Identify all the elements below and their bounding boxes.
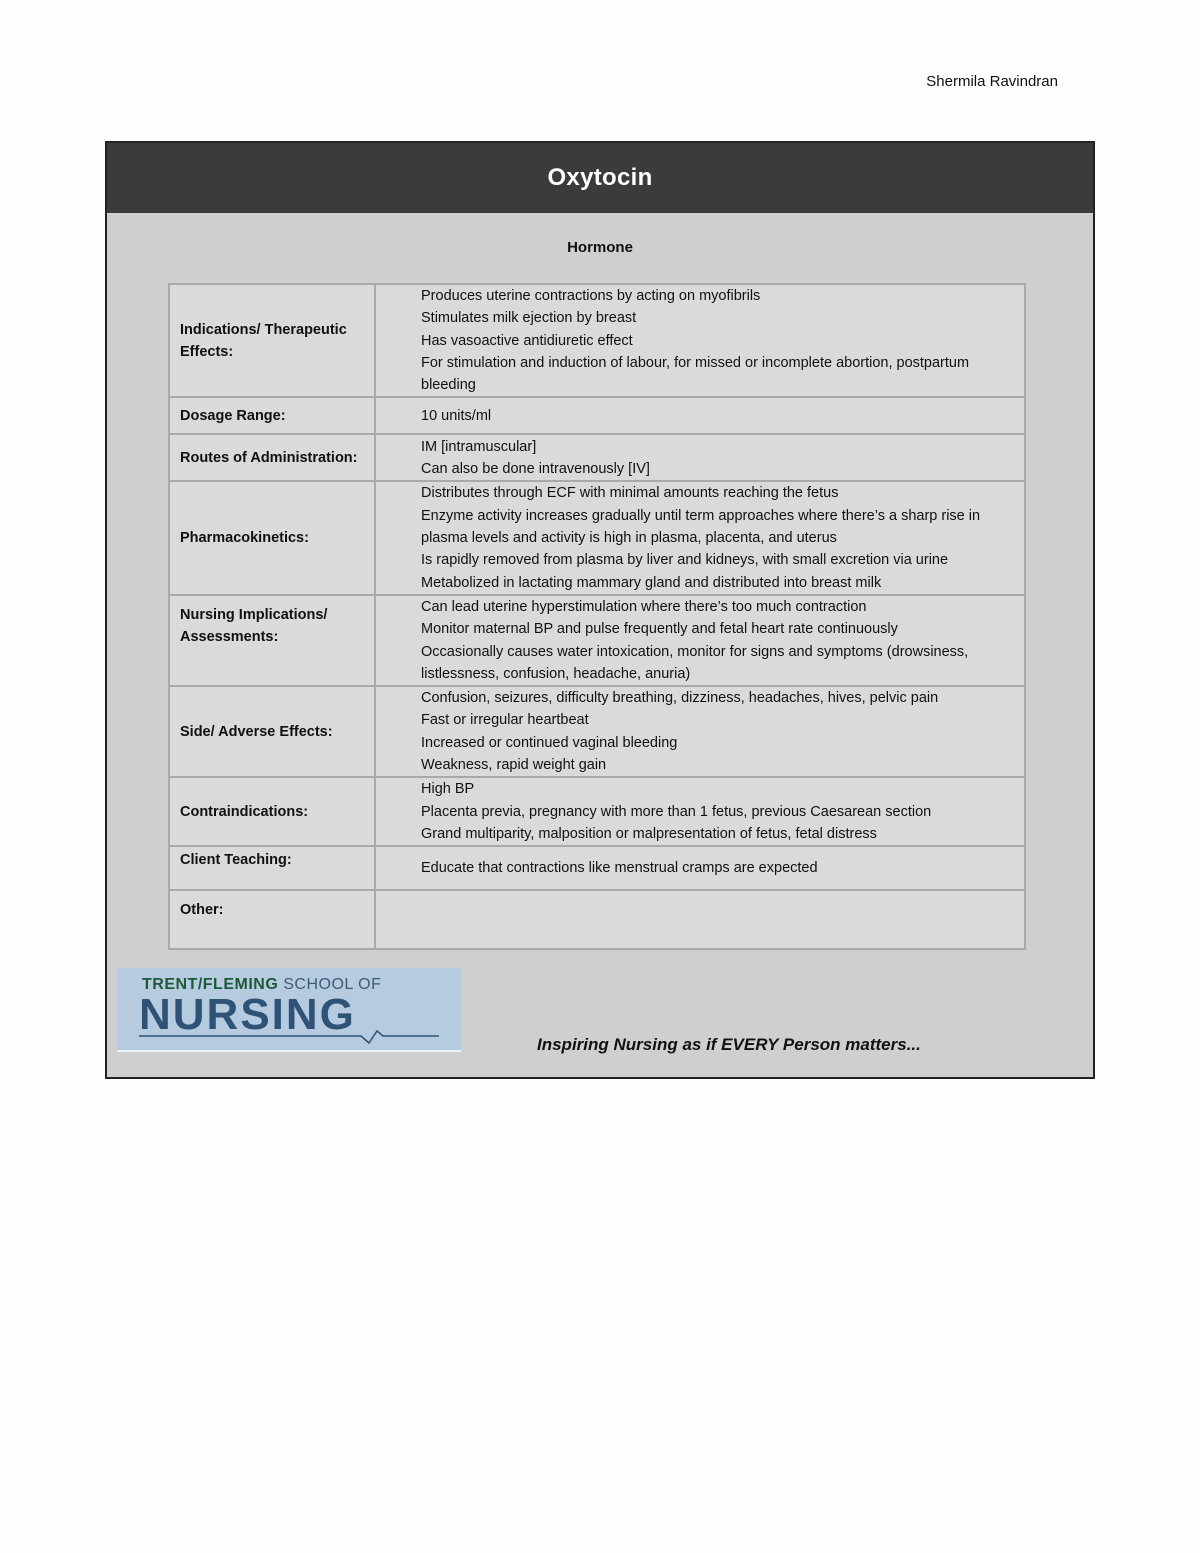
- label-dosage: Dosage Range:: [169, 397, 375, 434]
- row-other: [169, 890, 1025, 949]
- logo-top-strong: TRENT/FLEMING: [142, 976, 279, 993]
- row-nursing: [169, 595, 1025, 686]
- heartbeat-line-icon: [139, 1030, 439, 1044]
- list-item: For stimulation and induction of labour, for missed or incomplete abortion, postpartum bleeding: [421, 354, 970, 394]
- list-indications: [421, 285, 1018, 396]
- list-item: Placenta previa, pregnancy with more than 1 fetus, previous Caesarean section: [421, 803, 932, 820]
- drug-card: [105, 141, 1095, 1079]
- drug-class: Hormone: [567, 239, 633, 256]
- list-contraindications: [421, 778, 1018, 845]
- list-item: Grand multiparity, malposition or malpresentation of fetus, fetal distress: [421, 825, 877, 842]
- list-side-effects: [421, 687, 1018, 776]
- list-dosage: [421, 405, 1018, 427]
- list-item: Can lead uterine hyperstimulation where there’s too much contraction: [421, 598, 867, 615]
- list-nursing: [421, 596, 1018, 685]
- list-item: Produces uterine contractions by acting on myofibrils: [421, 288, 761, 304]
- row-pharmacokinetics: [169, 481, 1025, 594]
- label-contraindications: Contraindications:: [169, 777, 375, 846]
- list-item: Enzyme activity increases gradually until term approaches where there’s a sharp rise in plasma levels and activity is high in plasma, placenta, and uterus: [421, 507, 981, 547]
- tagline: Inspiring Nursing as if EVERY Person matters...: [537, 1035, 921, 1054]
- content-dosage: [375, 397, 1025, 434]
- content-client-teaching: [375, 846, 1025, 890]
- list-item: High BP: [421, 781, 475, 798]
- drug-info-table: [168, 283, 1026, 950]
- list-item: 10 units/ml: [421, 407, 492, 424]
- content-indications: [375, 284, 1025, 397]
- content-other: [375, 890, 1025, 949]
- list-client-teaching: [421, 857, 1018, 879]
- list-routes: [421, 436, 1018, 481]
- row-routes: [169, 434, 1025, 481]
- row-indications: [169, 284, 1025, 397]
- list-item: Educate that contractions like menstrual cramps are expected: [421, 860, 818, 877]
- list-item: Fast or irregular heartbeat: [421, 712, 589, 729]
- author-name: Shermila Ravindran: [926, 73, 1058, 90]
- content-routes: [375, 434, 1025, 481]
- list-pharmacokinetics: [421, 482, 1018, 593]
- row-contraindications: [169, 777, 1025, 846]
- content-side-effects: [375, 686, 1025, 777]
- list-item: Can also be done intravenously [IV]: [421, 460, 650, 477]
- logo-top-light: SCHOOL OF: [283, 976, 382, 993]
- logo-main-text: NURSING: [139, 990, 356, 1039]
- label-client-teaching: Client Teaching:: [169, 846, 375, 890]
- row-dosage: [169, 397, 1025, 434]
- drug-title: Oxytocin: [107, 143, 1093, 213]
- row-side-effects: [169, 686, 1025, 777]
- list-item: Confusion, seizures, difficulty breathing, dizziness, headaches, hives, pelvic pain: [421, 690, 939, 707]
- label-nursing: Nursing Implications/ Assessments:: [169, 595, 375, 686]
- content-nursing: [375, 595, 1025, 686]
- list-item: Is rapidly removed from plasma by liver and kidneys, with small excretion via urine: [421, 552, 949, 569]
- label-routes: Routes of Administration:: [169, 434, 375, 481]
- row-client-teaching: [169, 846, 1025, 890]
- list-item: Has vasoactive antidiuretic effect: [421, 332, 633, 349]
- list-item: Distributes through ECF with minimal amounts reaching the fetus: [421, 485, 839, 502]
- list-item: Stimulates milk ejection by breast: [421, 310, 637, 327]
- content-contraindications: [375, 777, 1025, 846]
- label-other: Other:: [169, 890, 375, 949]
- label-pharmacokinetics: Pharmacokinetics:: [169, 481, 375, 594]
- list-item: Increased or continued vaginal bleeding: [421, 734, 678, 751]
- school-logo: [117, 968, 461, 1052]
- list-item: Weakness, rapid weight gain: [421, 757, 607, 774]
- list-item: IM [intramuscular]: [421, 438, 537, 455]
- list-item: Occasionally causes water intoxication, monitor for signs and symptoms (drowsiness, listlessness, confusion, headache, anuria): [421, 643, 969, 682]
- label-indications: Indications/ Therapeutic Effects:: [169, 284, 375, 397]
- content-pharmacokinetics: [375, 481, 1025, 594]
- list-item: Metabolized in lactating mammary gland and distributed into breast milk: [421, 574, 882, 591]
- label-side-effects: Side/ Adverse Effects:: [169, 686, 375, 777]
- list-item: Monitor maternal BP and pulse frequently and fetal heart rate continuously: [421, 621, 898, 638]
